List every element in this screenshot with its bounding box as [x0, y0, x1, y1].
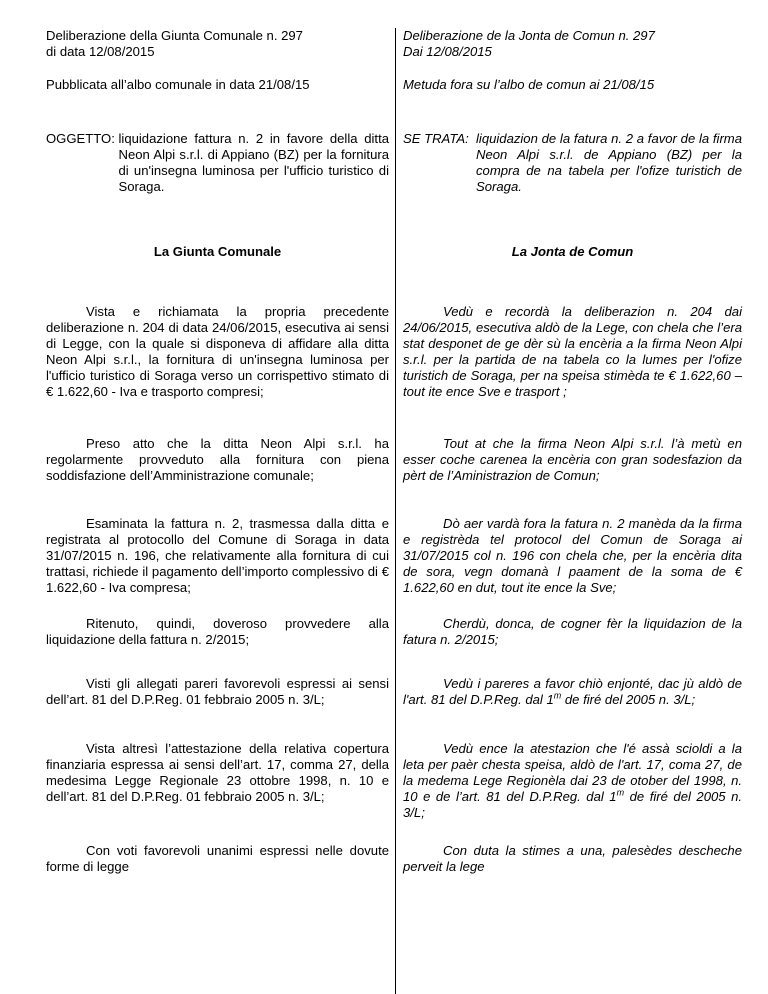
right-paragraph-4: Cherdù, donca, de cogner fèr la liquidazion de la fatura n. 2/2015; [403, 616, 742, 647]
left-paragraph-5: Visti gli allegati pareri favorevoli espressi ai sensi dell’art. 81 del D.P.Reg. 01 febbraio 2005 n. 3/L; [46, 676, 389, 707]
right-paragraph-6 [403, 741, 742, 821]
right-paragraph-5-text-b: de firé del 2005 n. 3/L; [561, 692, 696, 707]
left-paragraph-2: Preso atto che la ditta Neon Alpi s.r.l. ha regolarmente provveduto alla fornitura con piena soddisfazione dell’Amministrazione comunale; [46, 436, 389, 483]
left-subject [46, 131, 389, 195]
right-header-line2: Dai 12/08/2015 [403, 44, 492, 59]
right-paragraph-3: Dò aer vardà fora la fatura n. 2 manèda da la firma e registrèda tel protocol del Comun de Soraga ai 31/07/2015 col n. 196 con chela che, per la encèria dita de sora, vegn domanà l paament de la soma de € 1.622,60 en dut, tout ite ence la Sve; [403, 516, 742, 595]
right-paragraph-6-text-a: Vedù ence la atestazion che l'é assà scioldi a la leta per paèr chesta speisa, aldò de l'art. 17, coma 27, de la medema Lege Regionèla dai 23 de otober del 1998, n. 10 e de l’art. 81 del D.P.Reg. dal 1 [403, 741, 742, 804]
right-paragraph-5 [403, 676, 742, 708]
right-paragraph-7: Con duta la stimes a una, palesèdes descheche perveit la lege [403, 843, 742, 874]
left-title: La Giunta Comunale [153, 244, 282, 259]
right-paragraph-1: Vedù e recordà la deliberazion n. 204 dai 24/06/2015, esecutiva aldò de la Lege, con chela che l’era stat desponet de ge dèr sù la encèria a la firma Neon Alpi s.r.l. per la partida de na tabela co la lumes per l'ofize turistich de Soraga, per na speisa stimèda te € 1.622,60 – tout ite ence Sve e trasport ; [403, 304, 742, 399]
right-title: La Jonta de Comun [511, 244, 634, 259]
right-paragraph-5-text-a: Vedù i pareres a favor chiò enjonté, dac jù aldò de l'art. 81 del D.P.Reg. dal 1 [403, 676, 742, 707]
left-header-line2: di data 12/08/2015 [46, 44, 155, 59]
left-paragraph-1: Vista e richiamata la propria precedente deliberazione n. 204 di data 24/06/2015, esecutiva ai sensi di Legge, con la quale si disponeva di affidare alla ditta Neon Alpi s.r.l., la fornitura di un'insegna luminosa per l'ufficio turistico di Soraga verso un corrispettivo stimato di € 1.622,60 - Iva e trasporto compresi; [46, 304, 389, 399]
left-published: Pubblicata all’albo comunale in data 21/08/15 [46, 77, 310, 92]
left-subject-label: OGGETTO: [46, 131, 119, 146]
right-subject-text: liquidazion de la fatura n. 2 a favor de la firma Neon Alpi s.r.l. de Appiano (BZ) per la compra de na tabela per l'ofize turistich de Soraga. [476, 131, 742, 194]
right-paragraph-5-sup: m [553, 690, 562, 701]
right-header-line1: Deliberazione de la Jonta de Comun n. 297 [403, 28, 655, 43]
left-header-line1: Deliberazione della Giunta Comunale n. 297 [46, 28, 303, 43]
left-paragraph-3: Esaminata la fattura n. 2, trasmessa dalla ditta e registrata al protocollo del Comune di Soraga in data 31/07/2015 n. 196, che relativamente alla fornitura di cui trattasi, richiede il pagamento dell’importo complessivo di € 1.622,60 - Iva compresa; [46, 516, 389, 595]
left-subject-text: liquidazione fattura n. 2 in favore della ditta Neon Alpi s.r.l. di Appiano (BZ) per la fornitura di un'insegna luminosa per l'ufficio turistico di Soraga. [118, 131, 389, 194]
right-header [403, 28, 742, 60]
right-subject [403, 131, 742, 195]
column-divider [395, 28, 396, 994]
right-paragraph-2: Tout at che la firma Neon Alpi s.r.l. l’à metù en esser coche carenea la encèria con gran sodesfazion da pèrt de l’Aministrazion de Comun; [403, 436, 742, 483]
right-paragraph-6-sup: m [616, 787, 625, 798]
left-header [46, 28, 389, 60]
left-paragraph-4: Ritenuto, quindi, doveroso provvedere alla liquidazione della fattura n. 2/2015; [46, 616, 389, 647]
left-paragraph-6: Vista altresì l’attestazione della relativa copertura finanziaria espressa ai sensi dell’art. 17, comma 27, della medesima Legge Regionale 23 ottobre 1998, n. 10 e dell’art. 81 del D.P.Reg. 01 febbraio 2005 n. 3/L; [46, 741, 389, 804]
right-published: Metuda fora su l’albo de comun ai 21/08/15 [403, 77, 655, 92]
left-paragraph-7: Con voti favorevoli unanimi espressi nelle dovute forme di legge [46, 843, 389, 874]
right-paragraph-6-text-b: de firé del 2005 n. 3/L; [403, 789, 742, 820]
right-subject-label: SE TRATA: [403, 131, 476, 146]
